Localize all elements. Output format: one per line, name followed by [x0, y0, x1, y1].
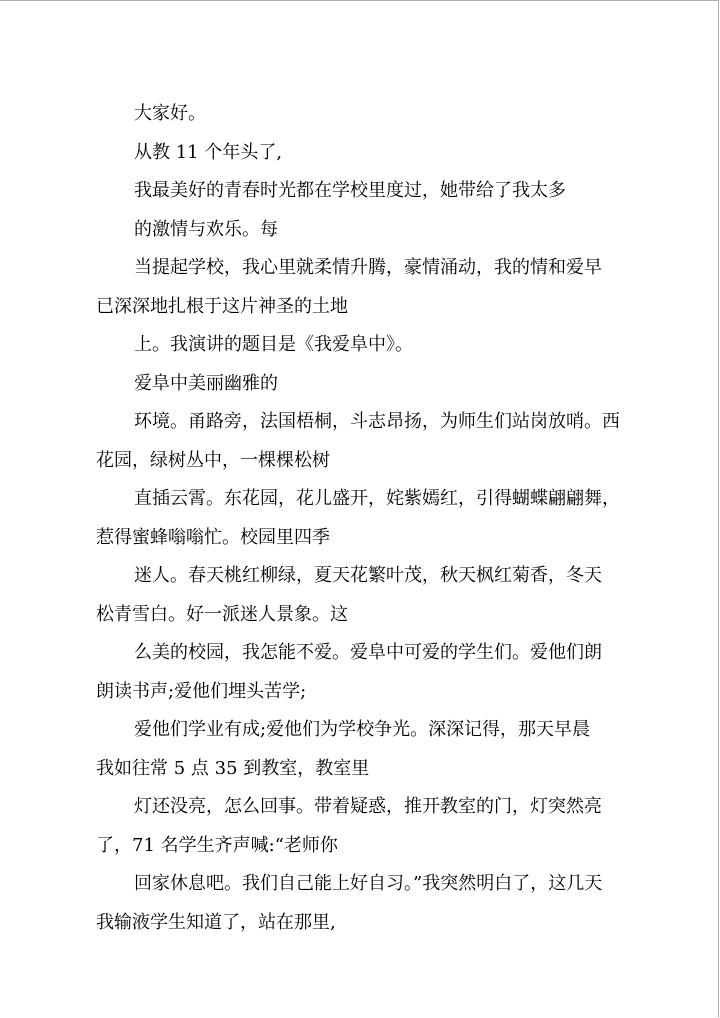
text-line: 我如往常 5 点 35 到教室，教室里 — [96, 757, 370, 779]
text-line: 当提起学校，我心里就柔情升腾，豪情涌动，我的情和爱早 — [134, 257, 602, 278]
text-line: 爱阜中美丽幽雅的 — [134, 372, 278, 394]
text-line: 花园，绿树丛中，一棵棵松树 — [96, 449, 330, 471]
text-line: 回家休息吧。我们自己能上好自习。”我突然明白了，这几天 — [134, 873, 603, 894]
text-line: 上。我演讲的题目是《我爱阜中》。 — [134, 334, 413, 355]
text-line: 灯还没亮，怎么回事。带着疑惑，推开教室的门，灯突然亮 — [134, 796, 602, 817]
text-line: 已深深地扎根于这片神圣的土地 — [96, 295, 348, 317]
text-line: 的激情与欢乐。每 — [134, 218, 278, 240]
text-line: 松青雪白。好一派迷人景象。这 — [96, 603, 348, 625]
text-line: 了，71 名学生齐声喊:“老师你 — [96, 834, 338, 856]
text-line: 我最美好的青春时光都在学校里度过，她带给了我太多 — [134, 180, 566, 201]
text-line: 么美的校园，我怎能不爱。爱阜中可爱的学生们。爱他们朗 — [134, 642, 602, 663]
text-line: 惹得蜜蜂嗡嗡忙。校园里四季 — [96, 526, 330, 548]
text-line: 从教 11 个年头了, — [134, 141, 283, 163]
speech-text — [96, 95, 656, 942]
text-line: 大家好。 — [134, 103, 206, 124]
text-line: 我输液学生知道了，站在那里, — [96, 911, 336, 933]
text-line: 朗读书声;爱他们埋头苦学; — [96, 680, 307, 702]
text-line: 直插云霄。东花园，花儿盛开，姹紫嫣红，引得蝴蝶翩翩舞， — [134, 488, 620, 509]
text-line: 环境。甬路旁，法国梧桐，斗志昂扬，为师生们站岗放哨。西 — [134, 411, 620, 432]
text-line: 迷人。春天桃红柳绿，夏天花繁叶茂，秋天枫红菊香，冬天 — [134, 565, 602, 586]
text-line: 爱他们学业有成;爱他们为学校争光。深深记得，那天早晨 — [134, 719, 591, 740]
